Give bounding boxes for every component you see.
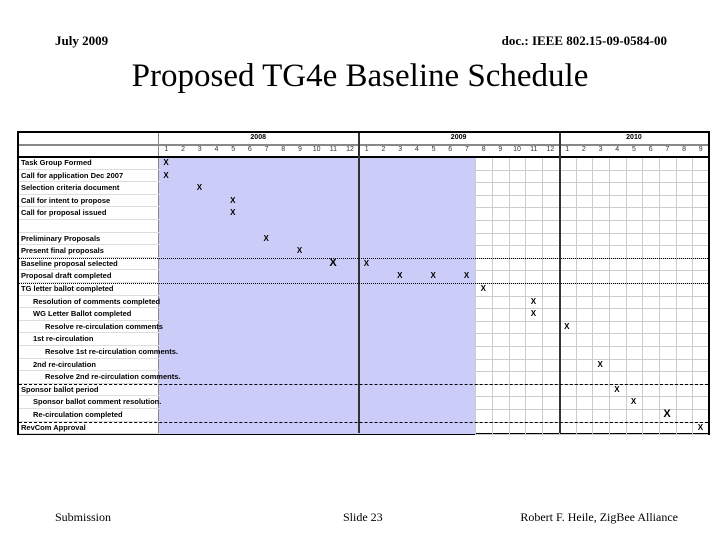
milestone-mark: X (463, 271, 470, 281)
row-label: Preliminary Proposals (19, 233, 160, 246)
footer-submission: Submission (55, 510, 112, 524)
row-label: Baseline proposal selected (19, 258, 160, 271)
month-label: 1 (565, 146, 570, 153)
row-label: Resolve re-circulation comments (19, 321, 160, 334)
grid-col-line (509, 157, 510, 434)
month-label: 5 (231, 146, 236, 153)
milestone-mark: X (296, 246, 303, 256)
shaded-period (158, 157, 475, 434)
grid-col-line (475, 157, 476, 434)
milestone-mark: X (163, 158, 169, 167)
milestone-mark: X (230, 195, 236, 205)
row-label: Proposal draft completed (19, 270, 160, 283)
month-label: 8 (481, 146, 486, 153)
month-label: 1 (364, 146, 369, 153)
month-label: 10 (513, 146, 521, 153)
month-label: 7 (264, 146, 269, 153)
month-label: 11 (530, 146, 538, 153)
milestone-mark: X (530, 309, 537, 319)
row-label: Resolution of comments completed (19, 296, 160, 309)
month-label: 9 (698, 146, 703, 153)
year-label: 2010 (626, 134, 642, 141)
milestone-mark: X (230, 208, 236, 218)
row-label: Call for proposal issued (19, 207, 160, 220)
milestone-mark: X (397, 271, 403, 281)
slide-title: Proposed TG4e Baseline Schedule (131, 58, 589, 94)
month-label: 6 (448, 146, 453, 153)
schedule-table (17, 131, 710, 435)
dotted-separator (19, 258, 708, 259)
row-label: Selection criteria document (19, 182, 160, 195)
milestone-mark: X (530, 296, 537, 306)
month-label: 10 (312, 146, 321, 153)
milestone-mark: X (263, 233, 269, 243)
grid-col-line (626, 157, 627, 434)
milestone-mark: X (430, 271, 436, 281)
milestone-mark: X (663, 408, 671, 420)
grid-col-line (542, 157, 543, 434)
month-label: 2 (581, 146, 586, 153)
footer-slide-number: Slide 23 (343, 510, 383, 524)
month-label: 7 (464, 146, 469, 153)
row-label: Call for application Dec 2007 (19, 170, 160, 183)
milestone-mark: X (196, 183, 203, 193)
row-label: Resolve 1st re-circulation comments. (19, 346, 160, 359)
month-label: 3 (598, 146, 603, 153)
month-label: 4 (414, 146, 419, 153)
grid-col-line (676, 157, 677, 434)
grid-col-line (642, 157, 643, 434)
grid-col-line (592, 157, 593, 434)
grid-col-line (492, 157, 493, 434)
milestone-mark: X (630, 397, 637, 407)
dashed-separator (19, 384, 708, 385)
month-label: 4 (615, 146, 620, 153)
grid-row-line (475, 434, 708, 435)
milestone-mark: X (597, 359, 603, 369)
month-label: 6 (247, 146, 252, 153)
grid-col-line (692, 157, 693, 434)
milestone-mark: X (697, 422, 704, 432)
milestone-mark: X (363, 258, 370, 268)
month-label: 9 (297, 146, 302, 153)
month-label: 12 (346, 146, 354, 153)
month-label: 8 (281, 146, 286, 153)
row-label: 2nd re-circulation (19, 359, 160, 372)
month-label: 8 (682, 146, 686, 153)
milestone-mark: X (480, 284, 486, 293)
milestone-mark: X (163, 170, 169, 180)
month-label: 4 (214, 146, 219, 153)
year-label: 2009 (450, 134, 467, 141)
month-label: 3 (398, 146, 403, 153)
grid-col-line (525, 157, 526, 434)
month-label: 5 (631, 146, 636, 153)
year-label: 2008 (250, 134, 266, 141)
month-label: 11 (329, 146, 337, 153)
header-doc-id: doc.: IEEE 802.15-09-0584-00 (501, 33, 667, 48)
milestone-mark: X (564, 321, 570, 331)
month-label: 6 (648, 146, 653, 153)
month-label: 7 (665, 146, 670, 153)
row-label: Re-circulation completed (19, 409, 160, 422)
month-label: 9 (498, 146, 503, 153)
month-label: 2 (381, 146, 386, 153)
month-label: 1 (164, 146, 169, 153)
row-label: Present final proposals (19, 245, 160, 258)
row-label: RevCom Approval (19, 422, 160, 435)
row-label (19, 220, 160, 233)
row-label: WG Letter Ballot completed (19, 308, 160, 321)
row-label: Sponsor ballot comment resolution. (19, 396, 160, 409)
month-label: 2 (181, 146, 185, 153)
row-label: Sponsor ballot period (19, 384, 160, 397)
month-label: 3 (197, 146, 202, 153)
milestone-mark: X (614, 384, 620, 394)
grid-col-line (659, 157, 660, 434)
dashed-separator (19, 422, 708, 423)
milestone-mark: X (329, 256, 337, 269)
footer-author: Robert F. Heile, ZigBee Alliance (520, 510, 678, 524)
row-label: Resolve 2nd re-circulation comments. (19, 371, 160, 384)
month-label: 12 (546, 146, 555, 153)
header-date: July 2009 (55, 33, 109, 48)
month-label: 5 (431, 146, 436, 153)
row-label: Call for intent to propose (19, 195, 160, 208)
row-label: Task Group Formed (19, 157, 160, 170)
row-label: TG letter ballot completed (19, 283, 160, 296)
grid-col-line (576, 157, 577, 434)
dotted-separator (19, 283, 708, 284)
row-label: 1st re-circulation (19, 333, 160, 346)
